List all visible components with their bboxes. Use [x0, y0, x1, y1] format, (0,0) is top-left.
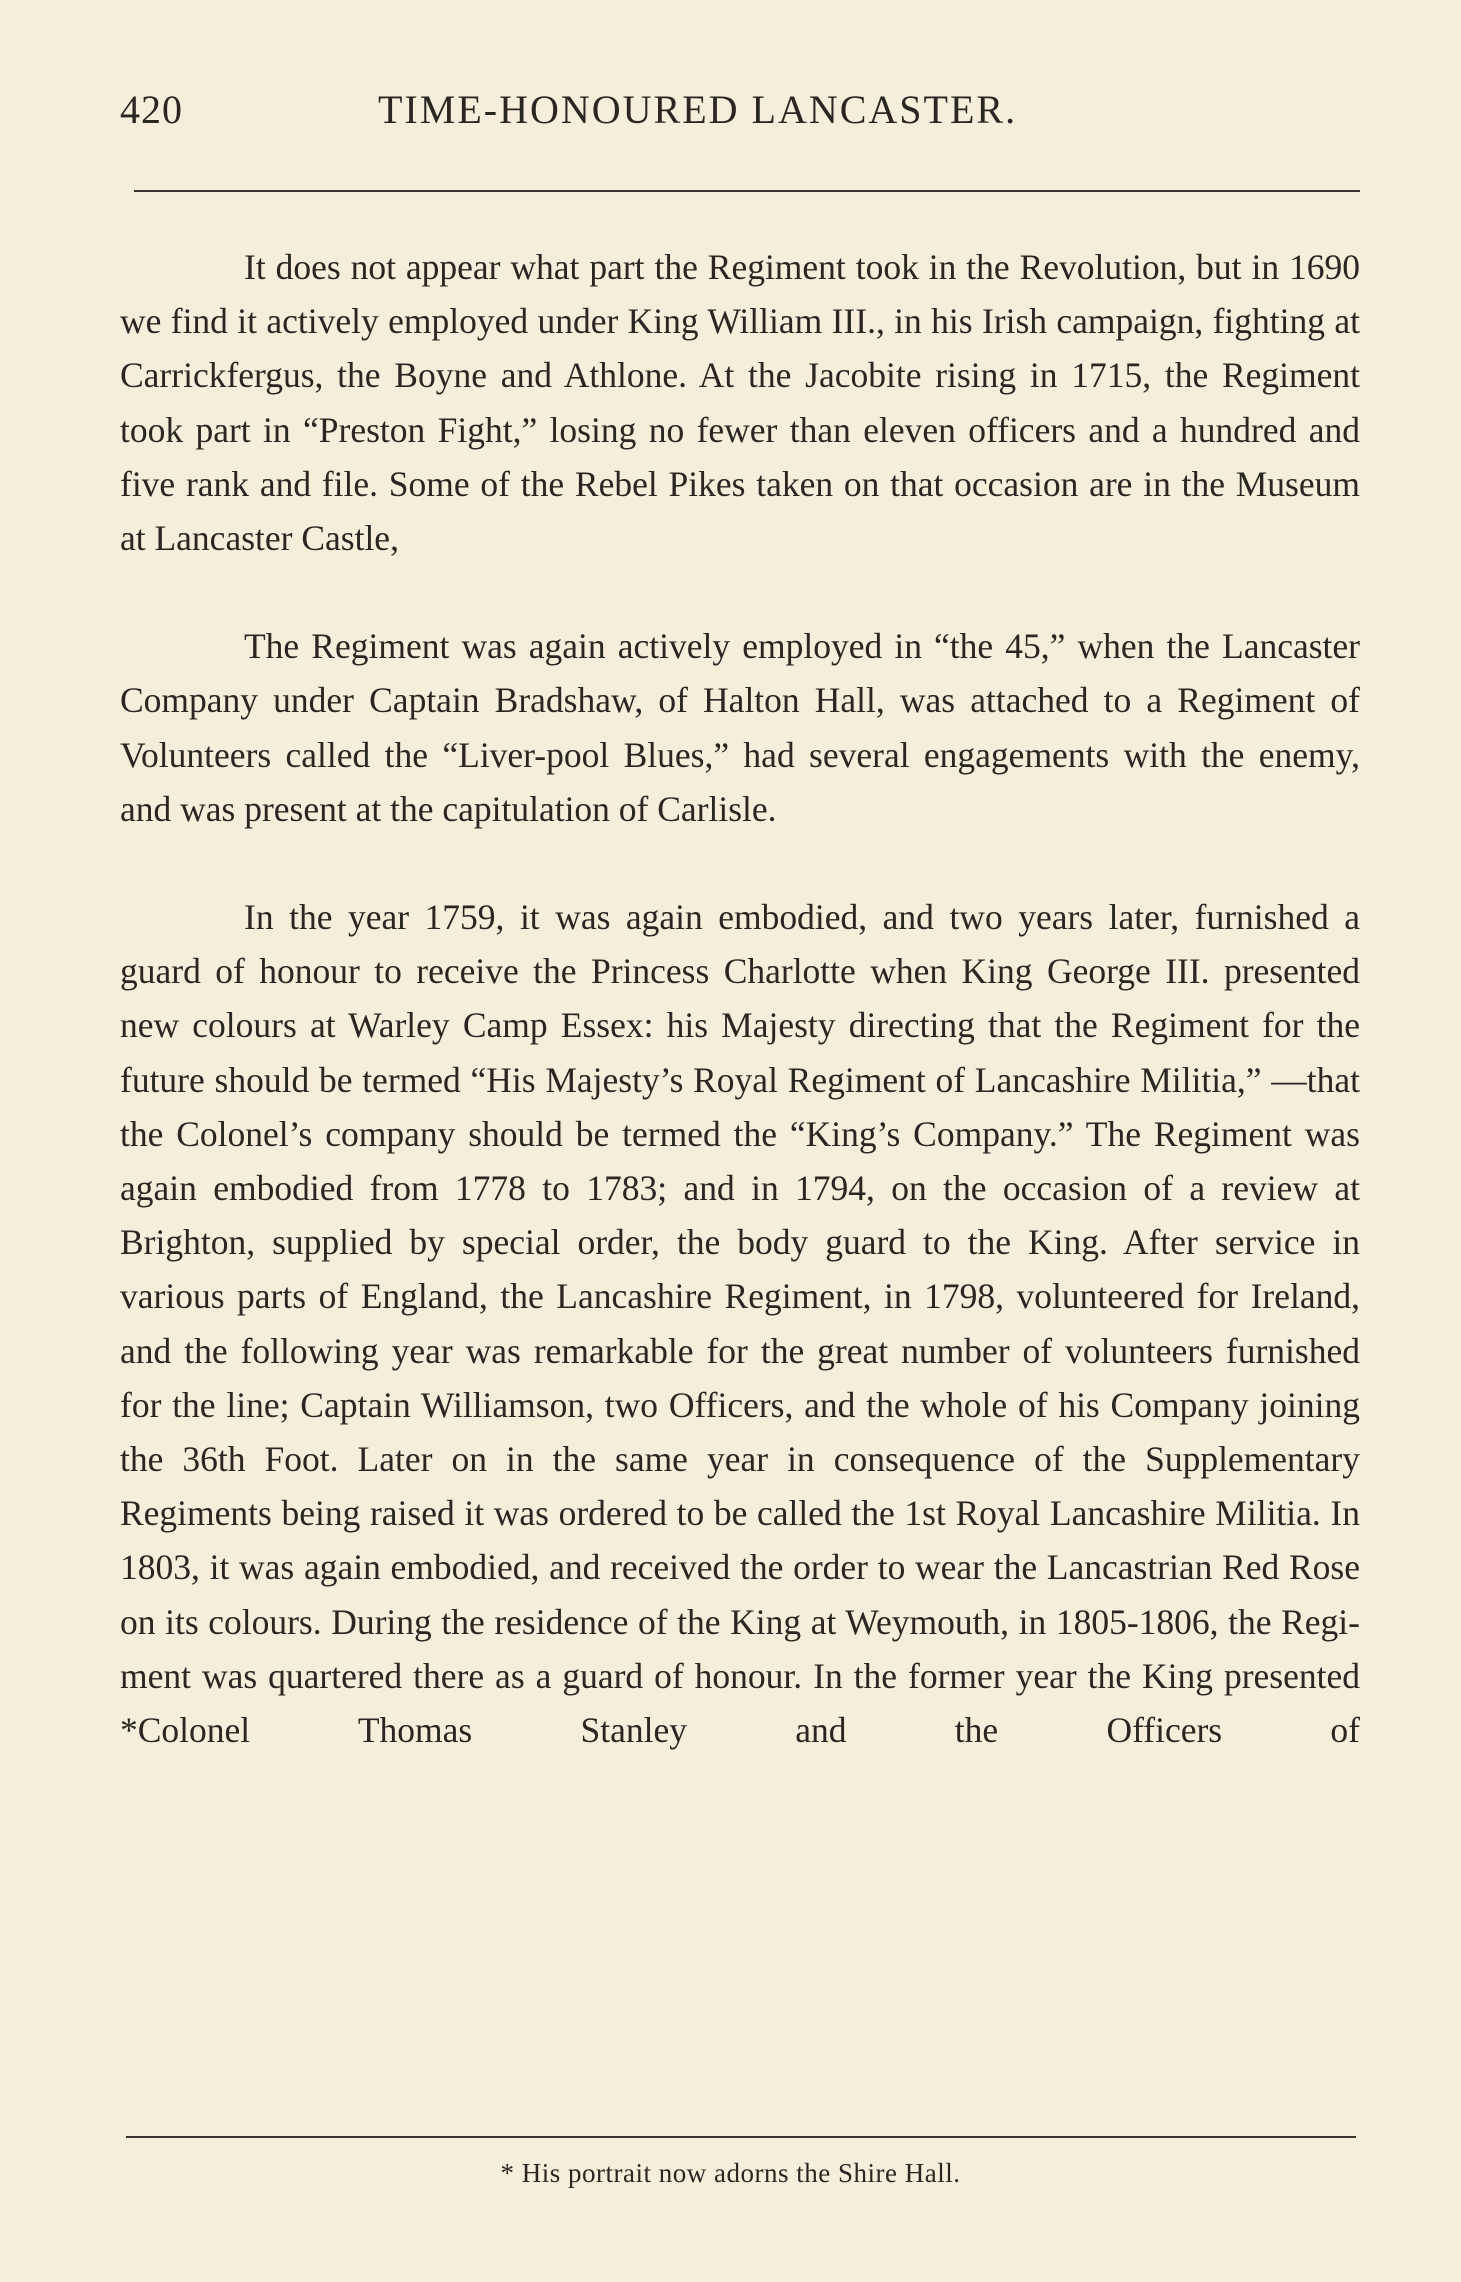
running-title: TIME-HONOURED LANCASTER. — [378, 87, 1018, 132]
paragraph-revolution: It does not appear what part the Regiment took in the Revolution, but in 1690 we find it actively employed under King William III., in his Irish campaign, fighting at Carrickfergus, the Boyne and Athlone. At the Jacobite rising in 1715, the Regiment took part in “Preston Fight,” losing no fewer than eleven officers and a hundred and five rank and file. Some of the Rebel Pikes taken on that occasion are in the Museum at Lancaster Castle, — [120, 247, 1360, 559]
footnote-rule — [126, 2136, 1356, 2138]
footnote: * His portrait now adorns the Shire Hall. — [500, 2158, 961, 2188]
paragraph-1759: In the year 1759, it was again embodied, and two years later, furnished a guard of honour to receive the Princess Charlotte when King George III. presented new colours at Warley Camp Essex: his Majesty directing that the Regiment for the future should be termed “His Majesty’s Royal Regiment of Lancashire Militia,” —that the Colonel’s company should be termed the “King’s Company.” The Regiment was again embodied from 1778 to 1783; and in 1794, on the occasion of a review at Brighton, supplied by special order, the body guard to the King. After service in various parts of England, the Lancashire Regiment, in 1798, volunteered for Ireland, and the following year was remarkable for the great number of volunteers furnished for the line; Captain Williamson, two Officers, and the whole of his Company joining the 36th Foot. Later on in the same year in consequence of the Supplementary Regiments being raised it was ordered to be called the 1st Royal Lancashire Militia. In 1803, it was again embodied, and received the order to wear the Lancastrian Red Rose on its colours. During the residence of the King at Weymouth, in 1805-1806, the Regi-ment was quartered there as a guard of honour. In the former year the King presented *Colonel Thomas Stanley and the Officers of — [120, 897, 1360, 1751]
page-header — [120, 86, 1370, 146]
paragraph-the-45: The Regiment was again actively employed in “the 45,” when the Lancaster Company under Captain Bradshaw, of Halton Hall, was attached to a Regiment of Volunteers called the “Liver-pool Blues,” had several engagements with the enemy, and was present at the capitulation of Carlisle. — [120, 626, 1360, 829]
page-number: 420 — [120, 87, 183, 132]
header-rule — [134, 190, 1360, 192]
body-text — [120, 240, 1360, 1757]
